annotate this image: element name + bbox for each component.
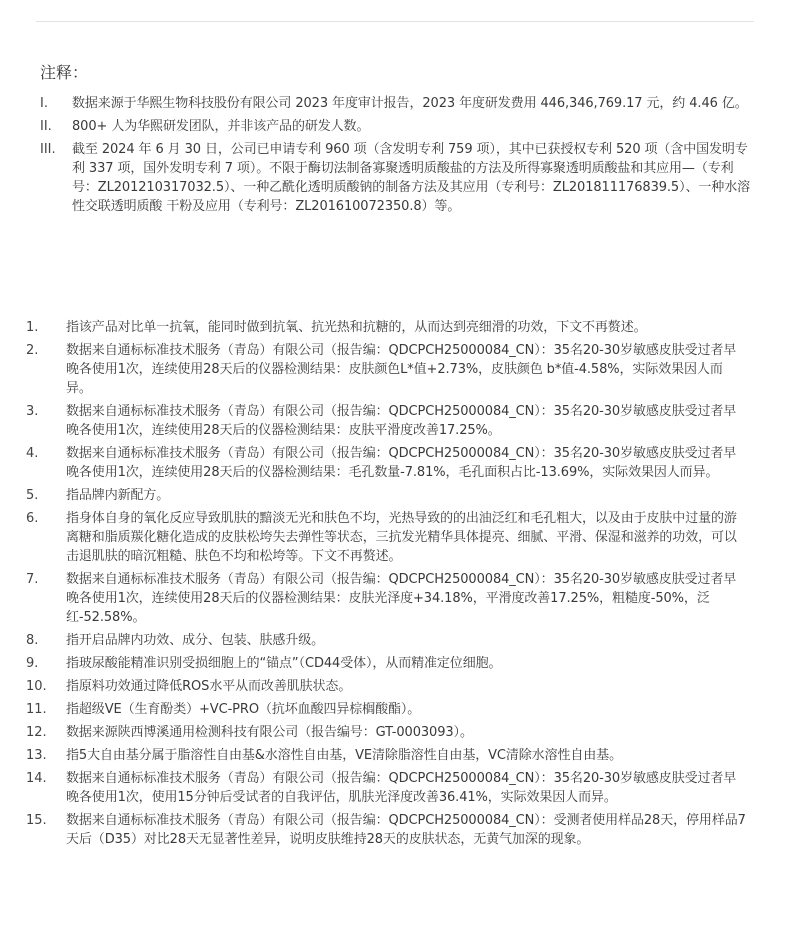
footnote-text: 指该产品对比单一抗氧，能同时做到抗氧、抗光热和抗糖的，从而达到亮细滑的功效，下文不再赘述。 (66, 320, 647, 335)
footnote-text: 数据来自通标标准技术服务（青岛）有限公司（报告编：QDCPCH25000084_CN）：35名20-30岁敏感皮肤受过者早晚各使用1次，连续使用28天后的仪器检测结果：毛孔数量-7.81%，毛孔面积占比-13.69%，实际效果因人而异。 (66, 446, 737, 480)
note-text: 数据来源于华熙生物科技股份有限公司 2023 年度审计报告，2023 年度研发费用 446,346,769.17 元，约 4.46 亿。 (72, 96, 748, 111)
footnote-item (0, 631, 790, 650)
top-divider (36, 21, 754, 22)
footnote-text: 数据来自通标标准技术服务（青岛）有限公司（报告编：QDCPCH25000084_CN）：受测者使用样品28天，停用样品7天后（D35）对比28天无显著性差异，说明皮肤维持28天的皮肤状态，无黄气加深的现象。 (66, 813, 746, 847)
notes-heading: 注释： (40, 63, 89, 82)
footnote-text: 数据来自通标标准技术服务（青岛）有限公司（报告编：QDCPCH25000084_CN）：35名20-30岁敏感皮肤受过者早晚各使用1次，连续使用28天后的仪器检测结果：皮肤平滑度改善17.25%。 (66, 404, 737, 438)
footnote-text: 指开启品牌内功效、成分、包装、肤感升级。 (66, 633, 325, 648)
footnote-item (0, 811, 790, 849)
footnote-text: 指超级VE（生育酚类）+VC-PRO（抗坏血酸四异棕榈酸酯）。 (66, 702, 421, 717)
note-text: 800+ 人为华熙研发团队，并非该产品的研发人数。 (72, 119, 370, 134)
footnote-text: 数据来自通标标准技术服务（青岛）有限公司（报告编：QDCPCH25000084_CN）：35名20-30岁敏感皮肤受过者早晚各使用1次，连续使用28天后的仪器检测结果：皮肤光泽度+34.18%，平滑度改善17.25%，粗糙度-50%，泛红-52.58%。 (66, 572, 737, 625)
footnote-marker: 3. (26, 404, 39, 419)
footnote-item (0, 723, 790, 742)
footnote-item (0, 509, 790, 566)
note-marker: I. (40, 96, 48, 111)
notes-list (0, 94, 790, 220)
footnote-text: 指品牌内新配方。 (66, 488, 170, 503)
footnote-item (0, 677, 790, 696)
footnote-text: 数据来源陕西博溪通用检测科技有限公司（报告编号：GT-0003093）。 (66, 725, 473, 740)
footnote-marker: 1. (26, 320, 39, 335)
footnote-marker: 8. (26, 633, 39, 648)
footnote-marker: 4. (26, 446, 39, 461)
footnote-text: 指原料功效通过降低ROS水平从而改善肌肤状态。 (66, 679, 352, 694)
footnote-item (0, 654, 790, 673)
footnote-marker: 7. (26, 572, 39, 587)
footnote-marker: 14. (26, 771, 47, 786)
footnote-marker: 9. (26, 656, 39, 671)
footnote-marker: 2. (26, 343, 39, 358)
footnote-text: 指身体自身的氧化反应导致肌肤的黯淡无光和肤色不均，光热导致的的出油泛红和毛孔粗大，以及由于皮肤中过量的游离糖和脂质羰化糖化造成的皮肤松垮失去弹性等状态，三抗发光精华具体提亮、细腻、平滑、保湿和滋养的功效，可以击退肌肤的暗沉粗糙、肤色不均和松垮等。下文不再赘述。 (66, 511, 737, 564)
footnote-item (0, 341, 790, 398)
note-text: 截至 2024 年 6 月 30 日，公司已申请专利 960 项（含发明专利 759 项），其中已获授权专利 520 项（含中国发明专利 337 项，国外发明专利 7 项）。不限于酶切法制备寡聚透明质酸盐的方法及所得寡聚透明质酸盐和其应用—（专利号：ZL201210317032.5）、一种乙酰化透明质酸钠的制备方法及其应用（专利号：ZL201811176839.5）、一种水溶性交联透明质酸 干粉及应用（专利号：ZL201610072350.8）等。 (72, 142, 751, 214)
footnote-item (0, 769, 790, 807)
footnote-item (0, 746, 790, 765)
footnote-marker: 13. (26, 748, 47, 763)
footnote-item (0, 318, 790, 337)
footnote-item (0, 570, 790, 627)
footnote-text: 数据来自通标标准技术服务（青岛）有限公司（报告编：QDCPCH25000084_CN）：35名20-30岁敏感皮肤受过者早晚各使用1次，连续使用28天后的仪器检测结果：皮肤颜色L*值+2.73%，皮肤颜色 b*值-4.58%，实际效果因人而异。 (66, 343, 737, 396)
footnote-marker: 15. (26, 813, 47, 828)
footnote-marker: 12. (26, 725, 47, 740)
note-marker: III. (40, 142, 56, 157)
note-item (0, 94, 790, 113)
footnote-text: 指玻尿酸能精准识别受损细胞上的“锚点”（CD44受体），从而精准定位细胞。 (66, 656, 502, 671)
footnote-item (0, 444, 790, 482)
footnote-item (0, 700, 790, 719)
footnote-marker: 5. (26, 488, 39, 503)
footnote-text: 指5大自由基分属于脂溶性自由基&水溶性自由基，VE清除脂溶性自由基，VC清除水溶性自由基。 (66, 748, 622, 763)
note-item (0, 140, 790, 216)
footnote-marker: 6. (26, 511, 39, 526)
footnote-marker: 11. (26, 702, 47, 717)
footnotes-list (0, 318, 790, 853)
note-marker: II. (40, 119, 52, 134)
footnote-item (0, 402, 790, 440)
footnote-marker: 10. (26, 679, 47, 694)
note-item (0, 117, 790, 136)
footnote-text: 数据来自通标标准技术服务（青岛）有限公司（报告编：QDCPCH25000084_CN）：35名20-30岁敏感皮肤受过者早晚各使用1次，使用15分钟后受试者的自我评估，肌肤光泽度改善36.41%，实际效果因人而异。 (66, 771, 737, 805)
footnote-item (0, 486, 790, 505)
